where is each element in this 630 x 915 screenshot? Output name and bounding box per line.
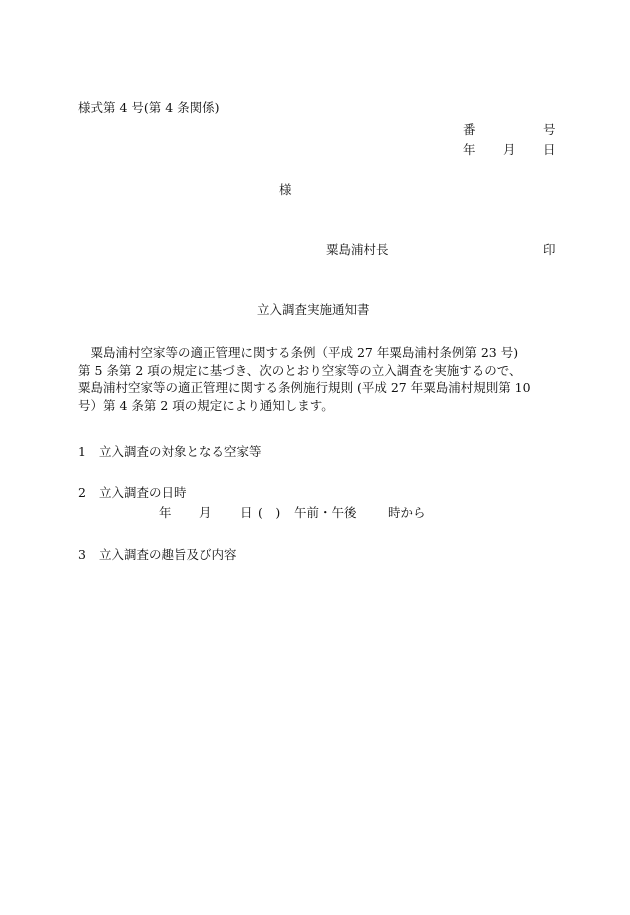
document-number-label: 番	[463, 122, 476, 137]
item-label: 立入調査の日時	[99, 485, 187, 500]
inspection-year: 年	[159, 505, 172, 520]
issuer-name: 粟島浦村長	[326, 242, 389, 257]
issue-date-year: 年	[463, 142, 476, 157]
body-line: 粟島浦村空家等の適正管理に関する条例（平成 27 年粟島浦村条例第 23 号)	[78, 345, 519, 360]
inspection-hour: 時から	[388, 505, 426, 520]
document-number-suffix: 号	[543, 122, 556, 137]
item-label: 立入調査の対象となる空家等	[99, 444, 262, 459]
seal-mark: 印	[543, 242, 556, 257]
inspection-weekday: ( )	[258, 505, 281, 520]
inspection-day: 日	[240, 505, 253, 520]
item-inspection-datetime	[78, 485, 187, 501]
body-paragraph	[78, 344, 558, 414]
inspection-ampm: 午前・午後	[294, 505, 357, 520]
item-label: 立入調査の趣旨及び内容	[99, 547, 237, 562]
item-number: 3	[78, 547, 86, 562]
body-line: 号）第 4 条第 2 項の規定により通知します。	[78, 397, 334, 413]
item-number: 1	[78, 444, 86, 459]
item-purpose-content	[78, 547, 237, 563]
item-number: 2	[78, 485, 86, 500]
body-line: 粟島浦村空家等の適正管理に関する条例施行規則 (平成 27 年粟島浦村規則第 10	[78, 380, 531, 395]
item-target-property	[78, 444, 262, 460]
inspection-month: 月	[199, 505, 212, 520]
issue-date-day: 日	[543, 142, 556, 157]
issue-date-month: 月	[503, 142, 516, 157]
addressee-honorific: 様	[279, 182, 292, 197]
body-line: 第 5 条第 2 項の規定に基づき、次のとおり空家等の立入調査を実施するので、	[78, 362, 522, 378]
form-number: 様式第 4 号(第 4 条関係)	[78, 100, 220, 115]
document-title: 立入調査実施通知書	[257, 302, 370, 317]
